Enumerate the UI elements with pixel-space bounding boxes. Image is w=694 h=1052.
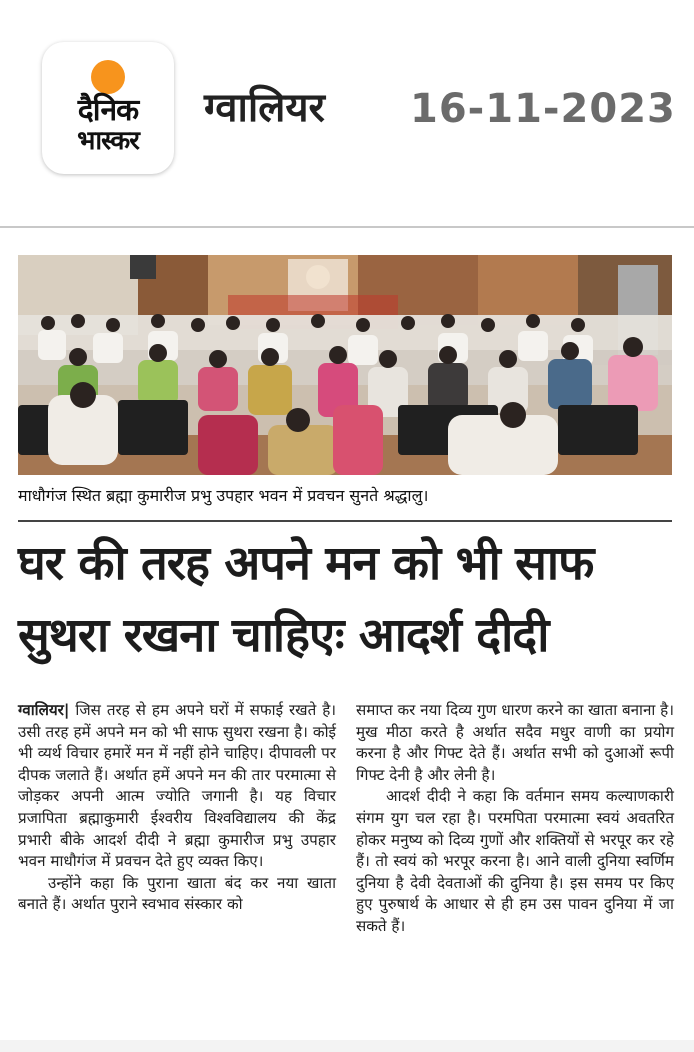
edition-date: 16-11-2023 bbox=[410, 86, 676, 132]
article-paragraph: आदर्श दीदी ने कहा कि वर्तमान समय कल्याणकारी संगम युग चल रहा है। परमपिता परमात्मा स्वयं अवतरित होकर मनुष्य को दिव्य गुणों और शक्तियों से भरपूर कर रहे हैं। तो स्वयं को भरपूर करना है। आने वाली दुनिया स्वर्णिम दुनिया है देवी देवताओं की दुनिया है। इस समय पर किए हुए पुरुषार्थ के आधार से ही हम उस पावन दुनिया में जा सकते हैं। bbox=[356, 787, 674, 935]
divider bbox=[18, 520, 672, 522]
logo-text-line2: भास्कर bbox=[77, 126, 139, 156]
next-headline-strip bbox=[0, 1040, 694, 1052]
article-paragraph bbox=[18, 700, 336, 873]
article-paragraph: उन्होंने कहा कि पुराना खाता बंद कर नया खाता बनाते हैं। अर्थात पुराने स्वभाव संस्कार को bbox=[18, 873, 336, 914]
news-photo bbox=[18, 255, 672, 475]
dateline: ग्वालियर| bbox=[18, 701, 70, 719]
article-paragraph: समाप्त कर नया दिव्य गुण धारण करने का खाता बनाना है। मुख मीठा करते है अर्थात सदैव मधुर वाणी का प्रयोग करना है और गिफ्ट देते हैं। अर्थात सभी को दुआओं रूपी गिफ्ट देनी है और लेनी है। bbox=[356, 701, 675, 784]
paragraph-text: जिस तरह से हम अपने घरों में सफाई रखते है। उसी तरह हमें अपने मन को भी साफ सुथरा रखना है। कोई भी व्यर्थ विचार हमारें मन में नहीं होने चाहिए। दीपावली पर दीपक जलाते हैं। अर्थात हमें अपने मन की तार परमात्मा से जोड़कर अपनी आत्म ज्योति जगानी है। यह विचार प्रजापिता ब्रह्माकुमारी ईश्वरीय विश्वविद्यालय की केंद्र प्रभारी बीके आदर्श दीदी ने ब्रह्मा कुमारीज प्रभु उपहार भवन माधौगंज में प्रवचन देते हुए व्यक्त किए। bbox=[18, 701, 337, 871]
article-body bbox=[18, 700, 674, 1030]
article-column-right bbox=[356, 700, 674, 938]
dainik-bhaskar-logo bbox=[42, 42, 174, 174]
photo-caption: माधौगंज स्थित ब्रह्मा कुमारीज प्रभु उपहार भवन में प्रवचन सुनते श्रद्धालु। bbox=[18, 486, 429, 505]
article-column-left bbox=[18, 700, 336, 916]
audience-photo-illustration bbox=[18, 255, 672, 475]
logo-text-line1: दैनिक bbox=[77, 93, 139, 128]
sun-icon bbox=[91, 60, 125, 94]
newspaper-header bbox=[0, 0, 694, 228]
article-headline: घर की तरह अपने मन को भी साफ सुथरा रखना चाहिएः आदर्श दीदी bbox=[18, 536, 594, 663]
edition-city: ग्वालियर bbox=[204, 85, 325, 131]
